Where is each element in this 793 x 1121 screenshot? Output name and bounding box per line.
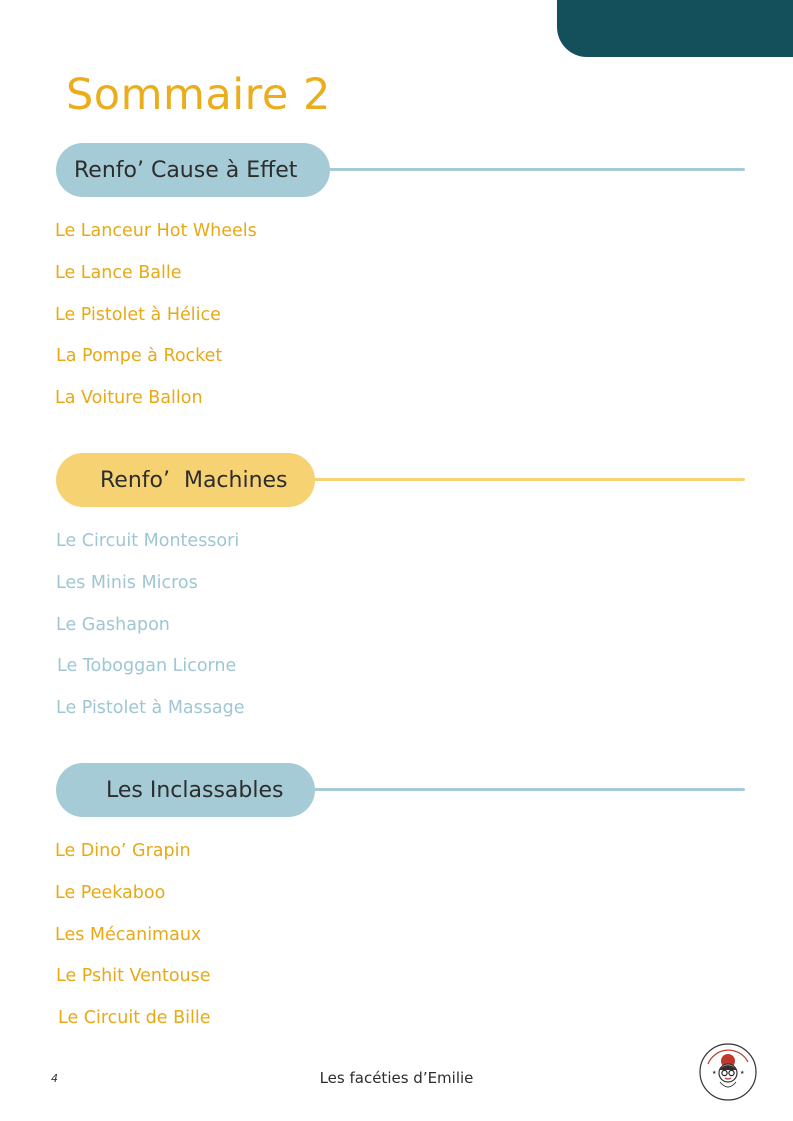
- section-rule: [308, 788, 745, 791]
- section-heading: Les Inclassables: [56, 763, 315, 817]
- section-heading: Renfo’ Cause à Effet: [56, 143, 330, 197]
- toc-item[interactable]: Le Gashapon: [56, 614, 170, 635]
- section-item-list: [55, 218, 257, 427]
- toc-item[interactable]: Le Pistolet à Massage: [56, 698, 245, 719]
- toc-item[interactable]: Le Toboggan Licorne: [57, 656, 237, 677]
- toc-item[interactable]: Le Lanceur Hot Wheels: [55, 221, 257, 241]
- section-rule: [320, 168, 745, 171]
- page-title: Sommaire 2: [66, 70, 331, 120]
- toc-item[interactable]: Le Circuit Montessori: [56, 531, 240, 551]
- brand-logo-icon: [698, 1042, 758, 1102]
- footer-title: Les facéties d’Emilie: [319, 1069, 474, 1087]
- section-rule: [308, 478, 745, 481]
- svg-text:★: ★: [712, 1070, 717, 1076]
- toc-item[interactable]: Le Pistolet à Hélice: [55, 304, 221, 325]
- toc-item[interactable]: La Pompe à Rocket: [56, 346, 223, 367]
- toc-item[interactable]: La Voiture Ballon: [55, 388, 203, 409]
- svg-text:★: ★: [740, 1070, 745, 1076]
- toc-item[interactable]: Le Peekaboo: [55, 882, 166, 903]
- section-item-list: [56, 528, 244, 737]
- toc-item[interactable]: Le Lance Balle: [55, 262, 182, 283]
- corner-decoration: [557, 0, 793, 57]
- section-item-list: [55, 838, 211, 1047]
- toc-item[interactable]: Le Circuit de Bille: [58, 1008, 211, 1029]
- page-number: 4: [51, 1072, 58, 1085]
- section-heading: Renfo’ Machines: [56, 453, 315, 507]
- toc-item[interactable]: Les Minis Micros: [56, 572, 198, 593]
- toc-item[interactable]: Le Pshit Ventouse: [56, 966, 211, 987]
- toc-item[interactable]: Le Dino’ Grapin: [55, 841, 191, 861]
- toc-item[interactable]: Les Mécanimaux: [55, 924, 202, 945]
